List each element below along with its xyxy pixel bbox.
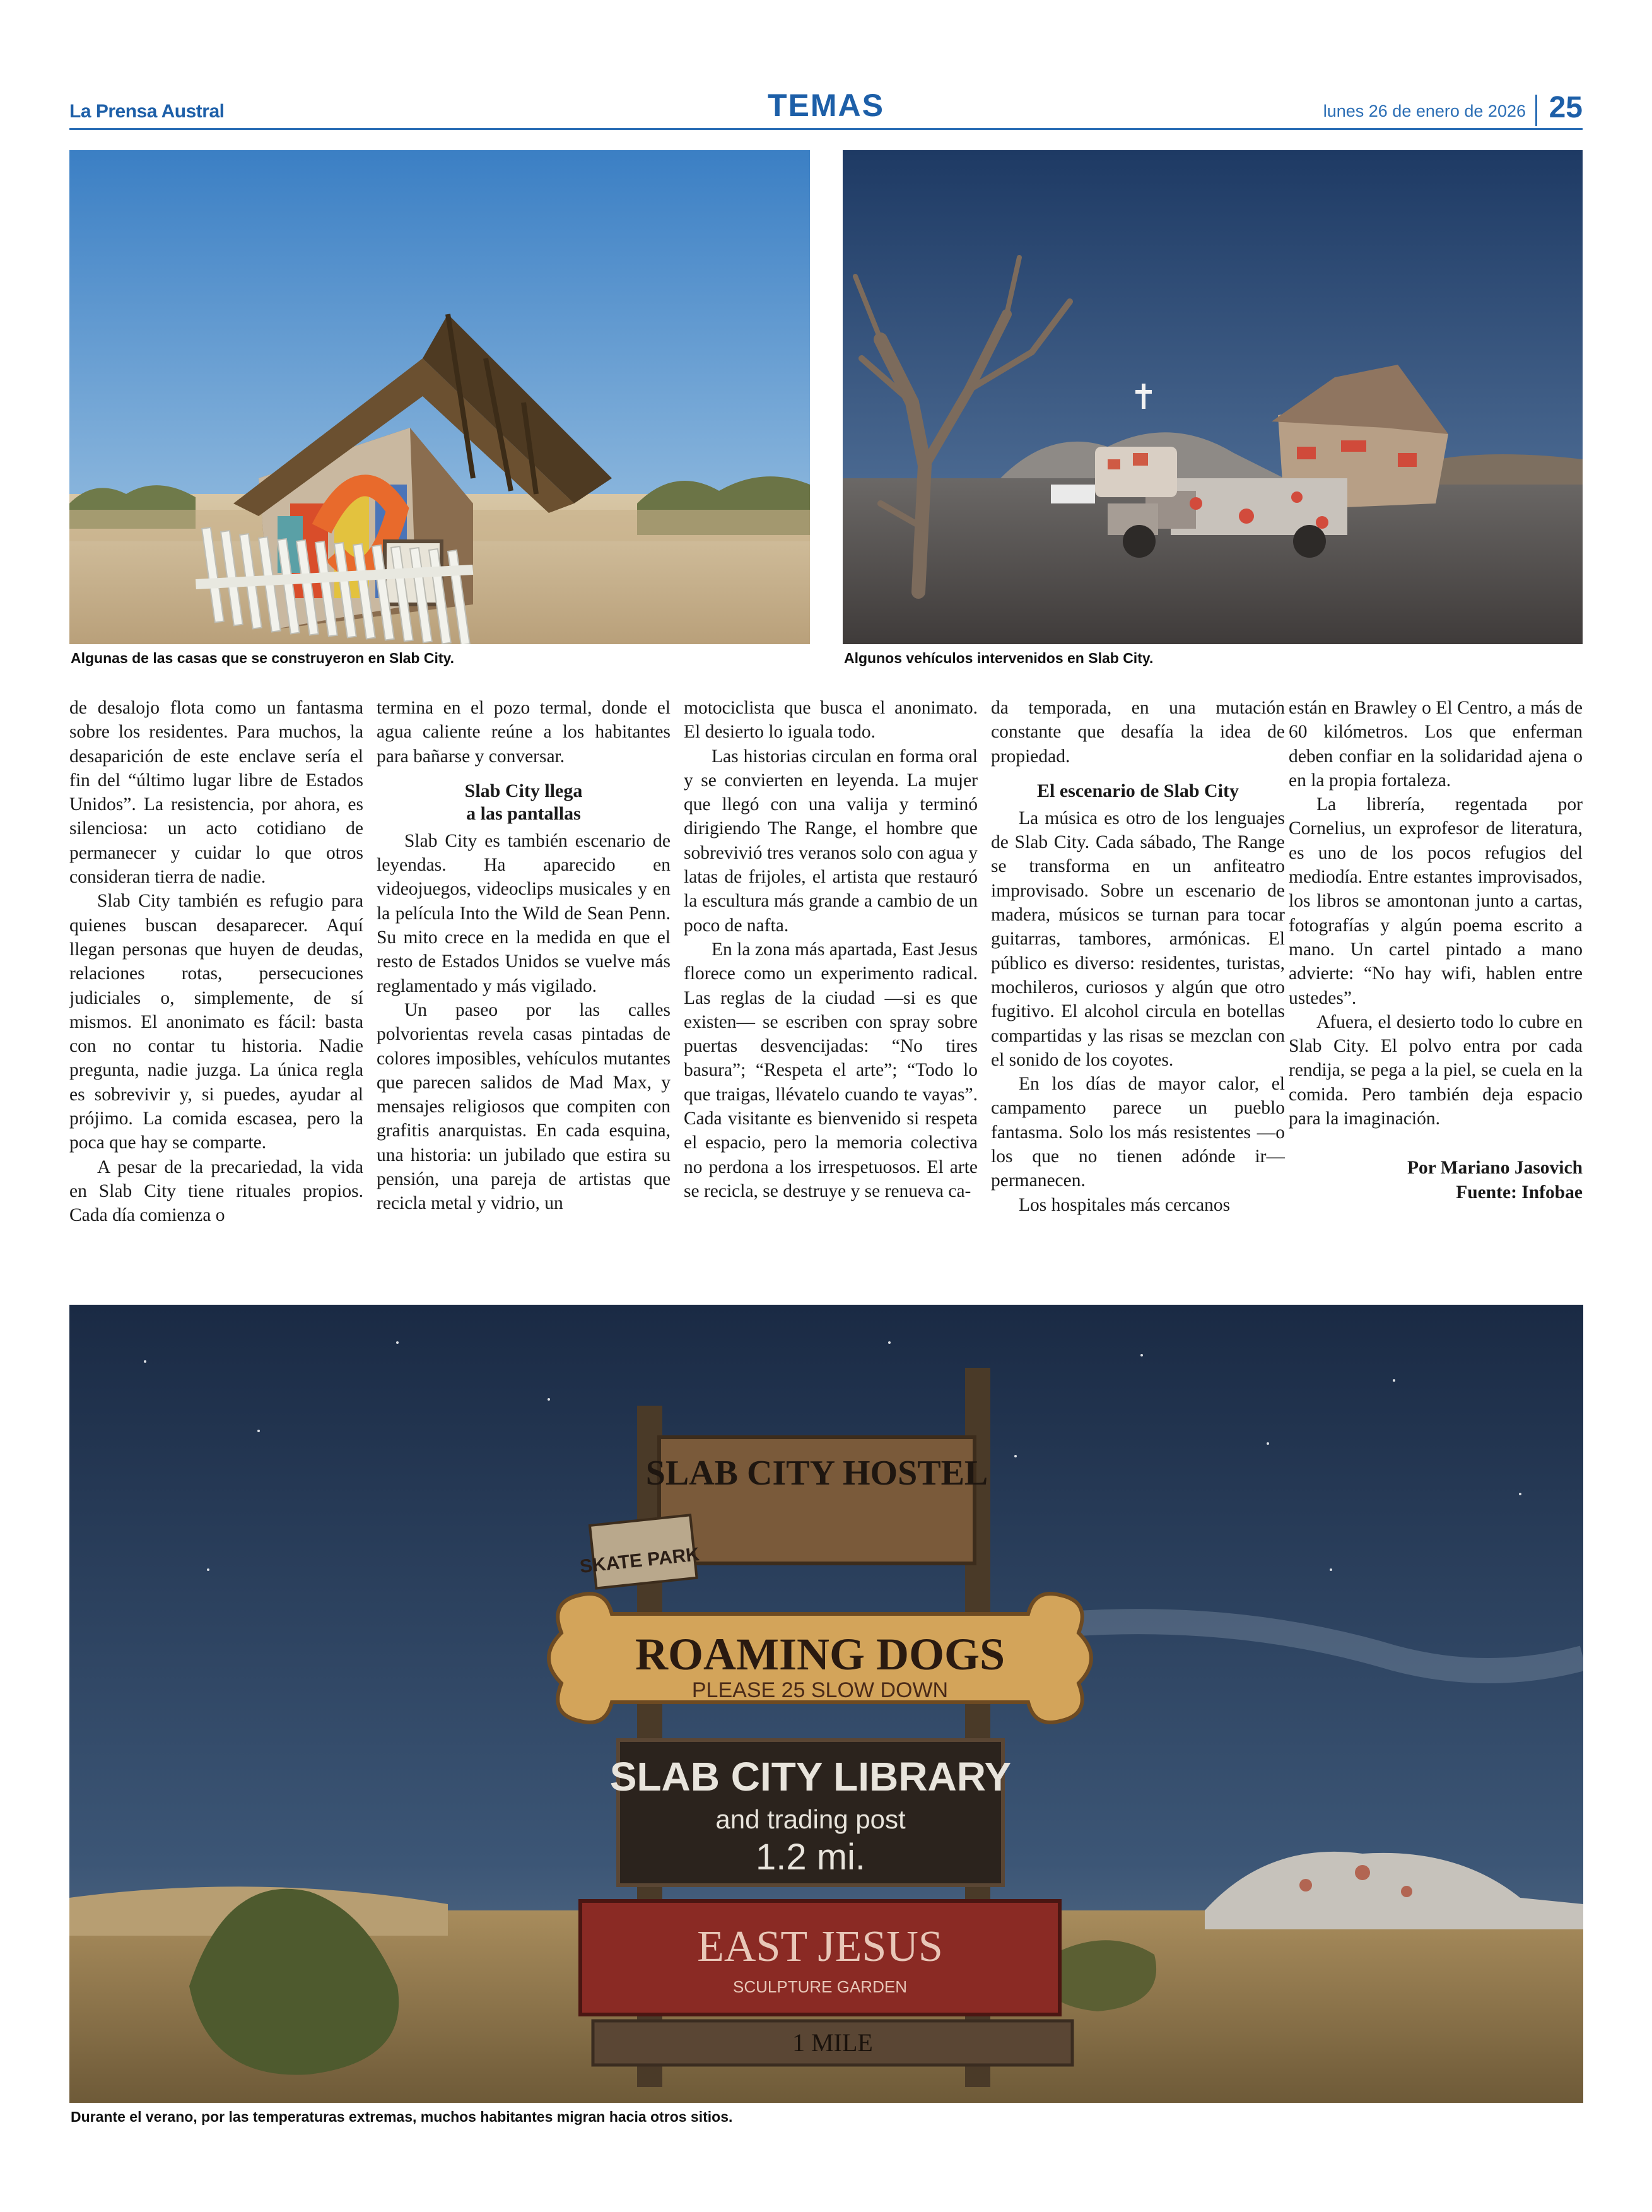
photo-painted-house (69, 150, 810, 644)
subheading-stage: El escenario de Slab City (1037, 780, 1239, 801)
sign-library-text: SLAB CITY LIBRARY (609, 1754, 1012, 1799)
byline-source: Fuente: Infobae (1456, 1182, 1583, 1203)
article-column-5 (1289, 696, 1583, 1289)
sign-one-mile-text: 1 MILE (792, 2028, 873, 2057)
header-rule (69, 128, 1583, 130)
paragraph: Las historias circulan en forma oral y se convierten en leyenda. La mujer que llegó con una valija y terminó dirigiendo The Range, el hombre que sobrevivió tres veranos solo con agua y latas de frijoles, el artista que restauró la escultura más grande a cambio de un poco de nafta. (684, 746, 978, 936)
newspaper-name: La Prensa Austral (69, 101, 225, 122)
subheading-screens (377, 780, 671, 825)
paragraph: A pesar de la precariedad, la vida en Slab City tiene rituales propios. Cada día comienza o (69, 1156, 363, 1226)
photo-road-signs (69, 1305, 1583, 2103)
paragraph: están en Brawley o El Centro, a más de 60 kilómetros. Los que enferman deben confiar en la solidaridad ajena o en la propia fortaleza. (1289, 698, 1583, 791)
subheading-line: Slab City llega (464, 780, 583, 801)
sign-trading-post-text: and trading post (715, 1804, 906, 1834)
paragraph: de desalojo flota como un fantasma sobre los residentes. Para muchos, la desaparición de este enclave sería el fin del “último lugar libre de Estados Unidos”. La resistencia, por ahora, es silenciosa: un acto cotidiano de permanecer y cuidar lo que otros consideran tierra de nadie. (69, 698, 363, 888)
photo-caption-houses: Algunas de las casas que se construyeron en Slab City. (71, 650, 455, 666)
article-column-2 (377, 696, 671, 1289)
sign-hostel-text: SLAB CITY HOSTEL (645, 1454, 988, 1493)
page-header (69, 87, 1583, 126)
paragraph: Un paseo por las calles polvorientas revela casas pintadas de colores imposibles, vehículos mutantes que parecen salidos de Mad Max, y mensajes religiosos que compiten con grafitis anarquistas. En cada esquina, una historia: un jubilado que estira su pensión, una pareja de artistas que recicla metal y vidrio, un (377, 999, 671, 1214)
paragraph: Afuera, el desierto todo lo cubre en Slab City. El polvo entra por cada rendija, se pega a la piel, se cuela en la comida. Pero también deja espacio para la imaginación. (1289, 1011, 1583, 1129)
sign-east-jesus-text: EAST JESUS (697, 1922, 943, 1971)
sign-roaming-dogs-text: ROAMING DOGS (635, 1629, 1005, 1680)
paragraph: motociclista que busca el anonimato. El desierto lo iguala todo. (684, 698, 978, 743)
article-column-1 (69, 696, 363, 1289)
article-column-4 (991, 696, 1285, 1289)
page-number-divider (1535, 95, 1537, 126)
paragraph: La librería, regentada por Cornelius, un exprofesor de literatura, es uno de los pocos refugios del mediodía. Entre estantes improvisados, los libros se amontonan junto a cartas, fotografías y algún poema escrito a mano. Un cartel pintado a mano advierte: “No hay wifi, hablen entre ustedes”. (1289, 794, 1583, 1008)
paragraph: En la zona más apartada, East Jesus florece como un experimento radical. Las reglas de la ciudad —si es que existen— se escriben con spray sobre puertas desvencijadas: “No tires basura”; “Respeta el arte”; “Todo lo que traigas, llévatelo cuando te vayas”. Cada visitante es bienvenido si respeta el espacio, pero la memoria colectiva no perdona a los irrespetuosos. El arte se recicla, se destruye y se renueva ca- (684, 939, 978, 1201)
section-title: TEMAS (768, 88, 884, 123)
sign-distance-text: 1.2 mi. (755, 1837, 866, 1878)
paragraph: La música es otro de los lenguajes de Slab City. Cada sábado, The Range se transforma en un anfiteatro improvisado. Sobre un escenario de madera, músicos se turnan para tocar guitarras, tambores, armónicas. El público es diverso: residentes, turistas, mochileros, curiosos y algún que otro fugitivo. El alcohol circula en botellas compartidas y las risas se mezclan con el sonido de los coyotes. (991, 808, 1285, 1070)
byline-author: Por Mariano Jasovich (1407, 1158, 1583, 1179)
paragraph: Slab City también es refugio para quienes buscan desaparecer. Aquí llegan personas que huyen de deudas, relaciones rotas, persecuciones judiciales o, simplemente, de sí mismos. El anonimato es fácil: basta con no contar tu historia. Nadie pregunta, nadie juzga. La única regla es sobrevivir y, si puedes, ayudar al prójimo. La comida escasea, pero la poca que hay se comparte. (69, 891, 363, 1153)
photo-caption-vehicles: Algunos vehículos intervenidos en Slab City. (844, 650, 1154, 666)
paragraph: da temporada, en una mutación constante que desafía la idea de propiedad. (991, 698, 1285, 767)
page-number: 25 (1549, 91, 1583, 124)
sign-slow-down-text: PLEASE 25 SLOW DOWN (691, 1678, 949, 1702)
paragraph: Los hospitales más cercanos (1019, 1194, 1231, 1215)
paragraph: En los días de mayor calor, el campamento parece un pueblo fantasma. Solo los más resistentes —o los que no tienen adónde ir— permanecen. (991, 1074, 1285, 1191)
paragraph: Slab City es también escenario de leyendas. Ha aparecido en videojuegos, videoclips musicales y en la película Into the Wild de Sean Penn. Su mito crece en la medida en que el resto de Estados Unidos se vuelve más reglamentado y más vigilado. (377, 830, 671, 996)
sign-skate-park-text: SKATE PARK (578, 1544, 701, 1577)
subheading-line: a las pantallas (466, 803, 581, 824)
issue-date: lunes 26 de enero de 2026 (1323, 102, 1526, 121)
paragraph: termina en el pozo termal, donde el agua caliente reúne a los habitantes para bañarse y conversar. (377, 698, 671, 767)
photo-painted-vehicles (843, 150, 1583, 644)
photo-caption-signs: Durante el verano, por las temperaturas extremas, muchos habitantes migran hacia otros sitios. (71, 2109, 733, 2125)
sign-sculpture-garden-text: SCULPTURE GARDEN (733, 1977, 907, 1996)
article-column-3 (684, 696, 978, 1289)
